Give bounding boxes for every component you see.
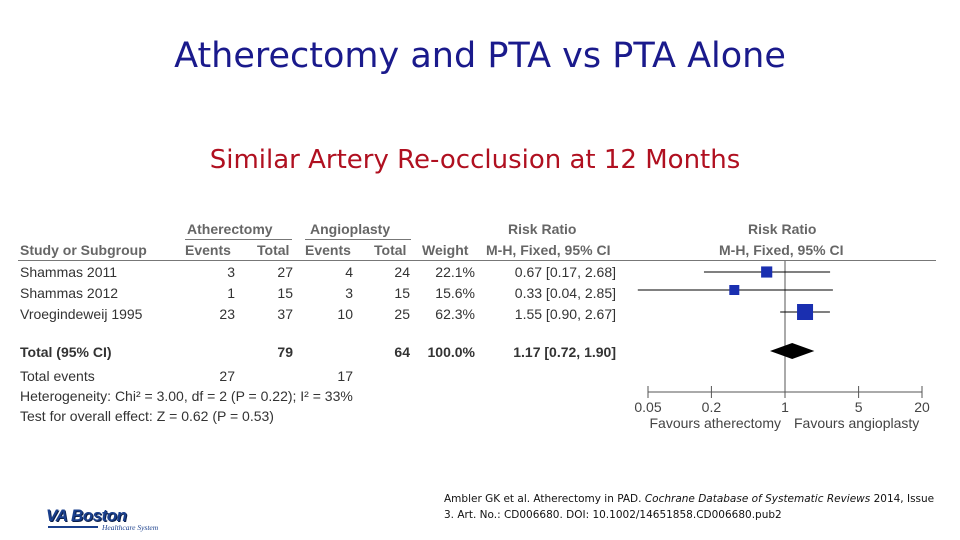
total-weight: 100.0%: [427, 344, 475, 360]
study-total2: 15: [394, 285, 410, 301]
col-total1-header: Total: [257, 242, 290, 258]
col-method-left-header: M-H, Fixed, 95% CI: [486, 242, 611, 258]
col-weight-header: Weight: [422, 242, 469, 258]
citation: [444, 491, 944, 523]
study-events2: 10: [337, 306, 353, 322]
col-method-right-header: M-H, Fixed, 95% CI: [719, 242, 844, 258]
logo-underline: [48, 526, 98, 528]
col-events2-header: Events: [305, 242, 351, 258]
study-weight: 15.6%: [435, 285, 475, 301]
study-total1: 37: [277, 306, 293, 322]
heterogeneity-text: Heterogeneity: Chi² = 3.00, df = 2 (P = 0.22); I² = 33%: [20, 388, 353, 404]
header-underline-group2: [305, 239, 411, 240]
group1-header: Atherectomy: [187, 221, 273, 237]
col-study-header: Study or Subgroup: [20, 242, 147, 258]
total-total1: 79: [277, 344, 293, 360]
study-ci: 1.55 [0.90, 2.67]: [514, 306, 616, 322]
study-total2: 25: [394, 306, 410, 322]
total-label: Total (95% CI): [20, 344, 112, 360]
total-events2: 17: [337, 368, 353, 384]
study-point-marker: [761, 266, 772, 277]
study-events1: 1: [227, 285, 235, 301]
risk-ratio-header-right: Risk Ratio: [748, 221, 817, 237]
study-events1: 3: [227, 264, 235, 280]
study-events1: 23: [219, 306, 235, 322]
study-weight: 62.3%: [435, 306, 475, 322]
x-tick-label: 20: [914, 399, 930, 415]
total-events1: 27: [219, 368, 235, 384]
total-events-label: Total events: [20, 368, 95, 384]
slide-subtitle: Similar Artery Re-occlusion at 12 Months: [209, 145, 741, 175]
favours-left-label: Favours atherectomy: [649, 415, 781, 431]
study-total1: 15: [277, 285, 293, 301]
risk-ratio-header-left: Risk Ratio: [508, 221, 577, 237]
logo-name: VA Boston: [46, 506, 127, 525]
x-tick-label: 0.05: [634, 399, 662, 415]
study-point-marker: [797, 304, 813, 320]
logo-subtext: Healthcare System: [102, 523, 159, 532]
citation-authors: Ambler GK et al. Atherectomy in PAD.: [444, 493, 642, 505]
study-point-marker: [729, 285, 739, 295]
citation-details: 2014, Issue 3. Art. No.: CD006680. DOI: 10.1002/14651858.CD006680.pub2: [444, 493, 935, 521]
study-name: Shammas 2011: [20, 264, 118, 280]
study-weight: 22.1%: [435, 264, 475, 280]
favours-right-label: Favours angioplasty: [794, 415, 920, 431]
citation-journal: Cochrane Database of Systematic Reviews: [644, 493, 871, 505]
overall-effect-text: Test for overall effect: Z = 0.62 (P = 0.53): [20, 408, 274, 424]
header-underline-group1: [185, 239, 292, 240]
x-tick-label: 5: [854, 399, 863, 415]
slide-title: Atherectomy and PTA vs PTA Alone: [174, 36, 786, 76]
va-boston-logo: [46, 506, 171, 534]
study-total2: 24: [394, 264, 410, 280]
group2-header: Angioplasty: [310, 221, 391, 237]
pooled-diamond: [770, 343, 814, 359]
total-ci: 1.17 [0.72, 1.90]: [513, 344, 616, 360]
study-events2: 4: [345, 264, 353, 280]
forest-plot: [620, 255, 940, 440]
study-ci: 0.67 [0.17, 2.68]: [514, 264, 616, 280]
study-events2: 3: [345, 285, 353, 301]
x-tick-label: 1: [781, 399, 789, 415]
study-name: Vroegindeweij 1995: [20, 306, 143, 322]
col-events1-header: Events: [185, 242, 231, 258]
x-tick-label: 0.2: [701, 399, 722, 415]
study-total1: 27: [277, 264, 293, 280]
study-ci: 0.33 [0.04, 2.85]: [514, 285, 616, 301]
total-total2: 64: [394, 344, 410, 360]
study-name: Shammas 2012: [20, 285, 119, 301]
col-total2-header: Total: [374, 242, 407, 258]
